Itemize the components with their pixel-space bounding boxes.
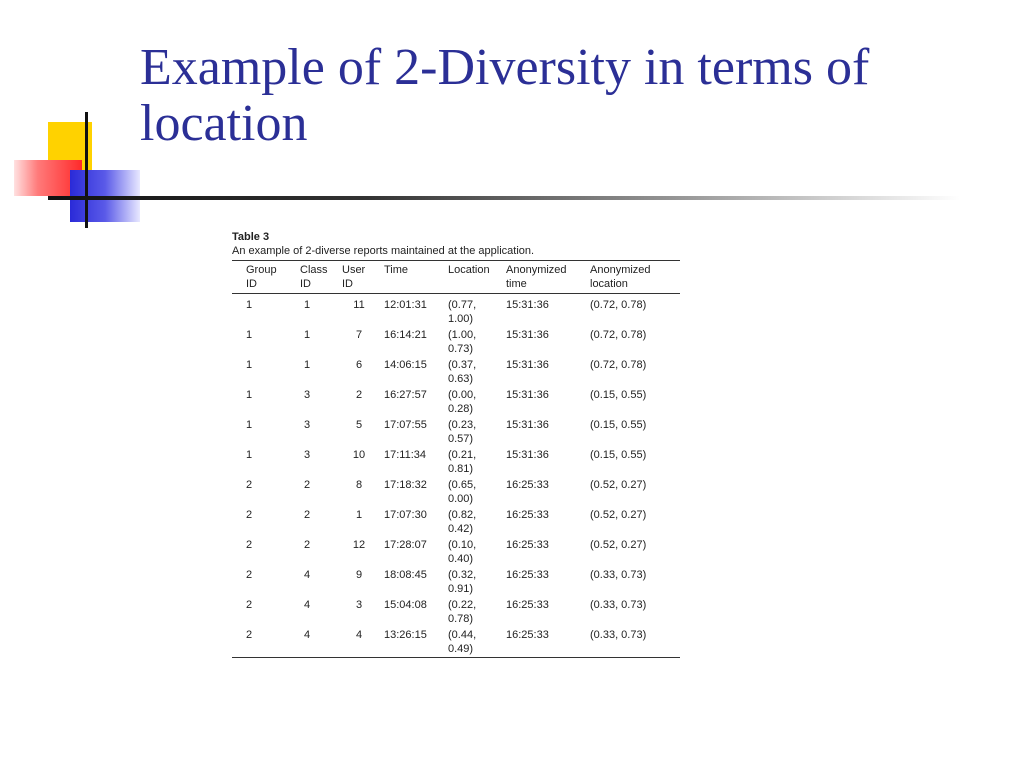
cell-location: (0.10, 0.40): [448, 539, 477, 565]
table-row: [232, 417, 680, 447]
cell-anonymized-location: (0.52, 0.27): [590, 479, 647, 491]
cell-user-id: 2: [355, 389, 363, 401]
cell-location: (0.65, 0.00): [448, 479, 477, 505]
header-user-id: User ID: [342, 264, 366, 290]
cell-location: (0.22, 0.78): [448, 599, 477, 625]
cell-user-id: 11: [353, 299, 365, 311]
cell-location: (0.21, 0.81): [448, 449, 477, 475]
cell-group-id: 1: [246, 329, 253, 341]
cell-anonymized-location: (0.33, 0.73): [590, 629, 647, 641]
cell-anonymized-location: (0.15, 0.55): [590, 449, 647, 461]
header-class-id: Class ID: [300, 264, 328, 290]
cell-anonymized-time: 16:25:33: [506, 569, 549, 581]
cell-time: 18:08:45: [384, 569, 427, 581]
cell-user-id: 5: [355, 419, 363, 431]
cell-group-id: 2: [246, 629, 253, 641]
table-figure: [232, 231, 680, 658]
cell-group-id: 1: [246, 449, 253, 461]
cell-class-id: 4: [304, 599, 311, 611]
cell-location: (0.37, 0.63): [448, 359, 477, 385]
cell-location: (0.32, 0.91): [448, 569, 477, 595]
cell-location: (0.44, 0.49): [448, 629, 477, 655]
header-row: [232, 261, 680, 294]
cell-group-id: 2: [246, 599, 253, 611]
cell-group-id: 2: [246, 479, 253, 491]
cell-anonymized-time: 16:25:33: [506, 629, 549, 641]
cell-location: (0.23, 0.57): [448, 419, 477, 445]
cell-anonymized-time: 16:25:33: [506, 479, 549, 491]
cell-class-id: 3: [304, 419, 311, 431]
cell-time: 16:14:21: [384, 329, 427, 341]
cell-anonymized-time: 16:25:33: [506, 539, 549, 551]
table-row: [232, 597, 680, 627]
cell-user-id: 3: [355, 599, 363, 611]
table-row: [232, 507, 680, 537]
cell-user-id: 12: [352, 539, 366, 551]
cell-anonymized-location: (0.33, 0.73): [590, 569, 647, 581]
header-time: Time: [384, 264, 409, 276]
cell-group-id: 2: [246, 569, 253, 581]
cell-time: 17:11:34: [384, 449, 427, 461]
cell-user-id: 1: [355, 509, 363, 521]
diversity-table: [232, 260, 680, 658]
cell-class-id: 1: [304, 359, 311, 371]
cell-anonymized-time: 15:31:36: [506, 329, 549, 341]
cell-group-id: 2: [246, 509, 253, 521]
cell-class-id: 2: [304, 479, 311, 491]
table-row: [232, 357, 680, 387]
table-row: [232, 294, 680, 328]
table-row: [232, 327, 680, 357]
cell-anonymized-location: (0.72, 0.78): [590, 299, 647, 311]
cell-class-id: 2: [304, 539, 311, 551]
cell-time: 16:27:57: [384, 389, 427, 401]
cell-location: (1.00, 0.73): [448, 329, 477, 355]
cell-anonymized-location: (0.52, 0.27): [590, 539, 647, 551]
cell-time: 17:28:07: [384, 539, 427, 551]
cell-anonymized-location: (0.33, 0.73): [590, 599, 647, 611]
cell-class-id: 3: [304, 449, 311, 461]
cell-class-id: 1: [304, 299, 311, 311]
vertical-rule: [85, 112, 88, 228]
cell-user-id: 10: [352, 449, 366, 461]
cell-group-id: 1: [246, 299, 253, 311]
cell-time: 15:04:08: [384, 599, 427, 611]
cell-group-id: 2: [246, 539, 253, 551]
table-row: [232, 477, 680, 507]
table-row: [232, 447, 680, 477]
cell-time: 17:18:32: [384, 479, 427, 491]
cell-time: 12:01:31: [384, 299, 427, 311]
cell-group-id: 1: [246, 389, 253, 401]
header-group-id: Group ID: [246, 264, 277, 290]
title-underline: [48, 196, 960, 200]
cell-time: 17:07:55: [384, 419, 427, 431]
cell-anonymized-location: (0.15, 0.55): [590, 389, 647, 401]
cell-class-id: 1: [304, 329, 311, 341]
header-anonymized-time: Anonymized time: [506, 264, 567, 290]
cell-anonymized-location: (0.72, 0.78): [590, 359, 647, 371]
cell-anonymized-time: 16:25:33: [506, 509, 549, 521]
cell-group-id: 1: [246, 359, 253, 371]
cell-class-id: 4: [304, 569, 311, 581]
slide-title: Example of 2-Diversity in terms of location: [140, 39, 870, 152]
cell-time: 13:26:15: [384, 629, 427, 641]
cell-class-id: 2: [304, 509, 311, 521]
cell-class-id: 3: [304, 389, 311, 401]
cell-location: (0.77, 1.00): [448, 299, 477, 325]
table-caption: An example of 2-diverse reports maintained at the application.: [232, 245, 535, 257]
table-body: [232, 294, 680, 658]
cell-user-id: 4: [355, 629, 363, 641]
cell-location: (0.00, 0.28): [448, 389, 477, 415]
cell-group-id: 1: [246, 419, 253, 431]
cell-user-id: 7: [355, 329, 363, 341]
cell-location: (0.82, 0.42): [448, 509, 477, 535]
cell-time: 17:07:30: [384, 509, 427, 521]
cell-class-id: 4: [304, 629, 311, 641]
cell-anonymized-time: 16:25:33: [506, 599, 549, 611]
cell-anonymized-time: 15:31:36: [506, 359, 549, 371]
cell-user-id: 9: [355, 569, 363, 581]
header-location: Location: [448, 264, 490, 276]
table-row: [232, 567, 680, 597]
cell-anonymized-location: (0.72, 0.78): [590, 329, 647, 341]
table-label: Table 3: [232, 231, 270, 243]
cell-user-id: 8: [355, 479, 363, 491]
cell-anonymized-time: 15:31:36: [506, 419, 549, 431]
table-row: [232, 627, 680, 658]
cell-anonymized-time: 15:31:36: [506, 389, 549, 401]
table-row: [232, 537, 680, 567]
cell-anonymized-location: (0.52, 0.27): [590, 509, 647, 521]
cell-anonymized-time: 15:31:36: [506, 299, 549, 311]
cell-anonymized-time: 15:31:36: [506, 449, 549, 461]
table-row: [232, 387, 680, 417]
header-anonymized-location: Anonymized location: [590, 264, 651, 290]
table-header: [232, 261, 680, 294]
cell-anonymized-location: (0.15, 0.55): [590, 419, 647, 431]
cell-time: 14:06:15: [384, 359, 427, 371]
cell-user-id: 6: [355, 359, 363, 371]
